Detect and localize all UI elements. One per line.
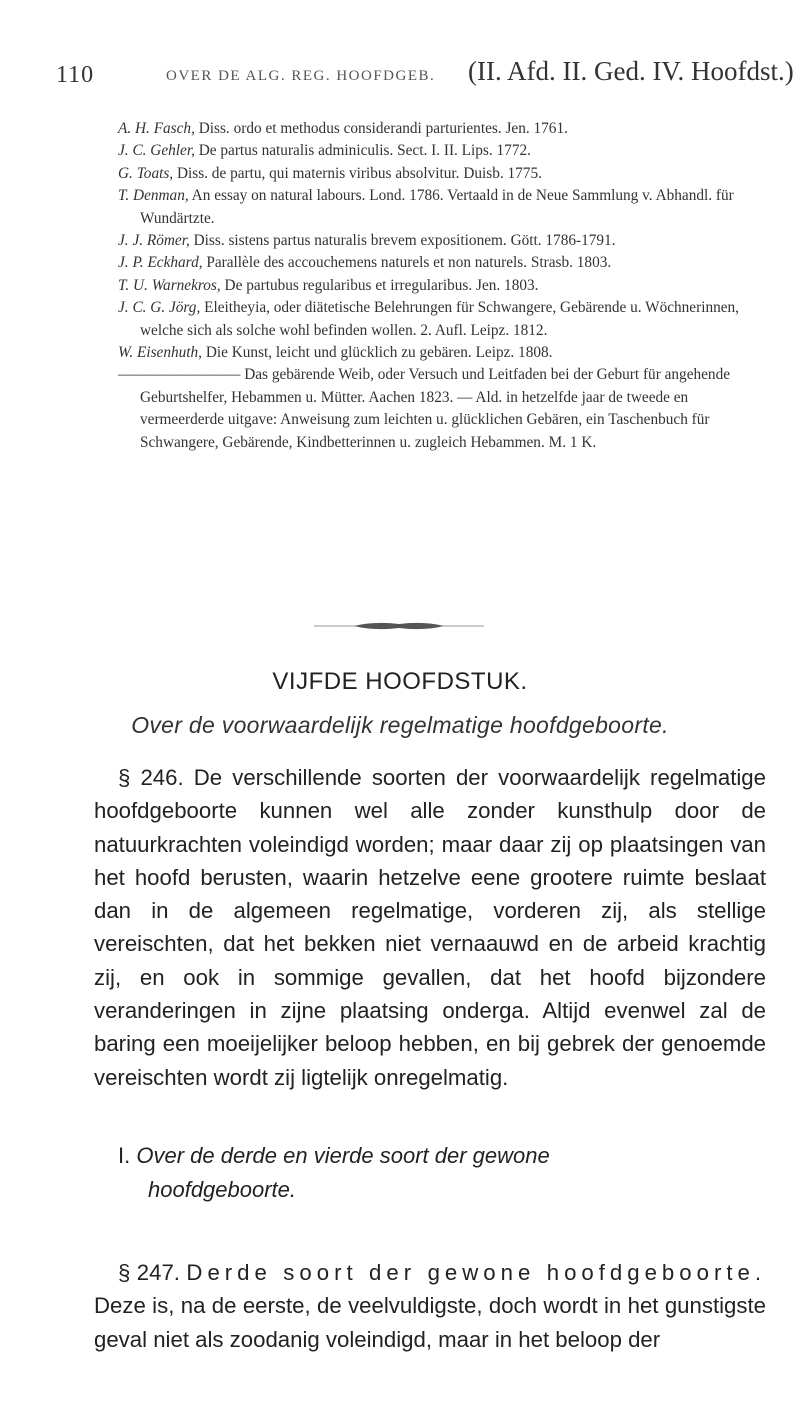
section-numeral: I. [118,1143,131,1168]
section-title-line2: hoofdgeboorte. [148,1177,297,1202]
running-head [56,54,794,94]
reference-author: J. P. Eckhard, [118,254,203,272]
reference-text: Das gebärende Weib, oder Versuch und Leitfaden bei der Geburt für angehende Geburtshelfer, Hebammen u. Mütter. Aachen 1823. — Ald. in hetzelfde jaar de tweede en vermeerderde uitgave: Anweisung zum leichten u. glücklichen Gebären, ein Taschenbuch für Schwangere, Gebärende, Kindbetterinnen u. zugleich Hebammen. M. 1 K. [140,366,731,451]
running-head-left: OVER DE ALG. REG. HOOFDGEB. [166,68,436,84]
reference-text: Diss. sistens partus naturalis brevem expositionem. Gött. 1786-1791. [193,232,616,250]
reference-author: J. C. Gehler, [118,142,195,160]
paragraph-247 [94,1256,766,1356]
reference-text: Diss. de partu, qui maternis viribus absolvitur. Duisb. 1775. [176,164,542,182]
reference-item [118,185,768,230]
paragraph-247-spaced-title: Derde soort der gewone hoofdgeboorte. [186,1260,767,1285]
reference-item [118,364,768,454]
section-title-line1: Over de derde en vierde soort der gewone [136,1143,550,1168]
ornamental-divider [314,620,484,632]
reference-item [118,163,768,185]
running-head-right: (II. Afd. II. Ged. IV. Hoofdst.) [468,56,794,86]
reference-item [118,230,768,252]
reference-author: G. Toats, [118,164,174,182]
reference-author: W. Eisenhuth, [118,344,202,362]
reference-item [118,252,768,274]
reference-text: Eleitheyia, oder diätetische Belehrungen für Schwangere, Gebärende u. Wöchnerinnen, welche sich als solche wohl befinden wollen. 2. Aufl. Leipz. 1812. [140,299,739,339]
section-heading [94,1139,766,1207]
reference-author: T. U. Warnekros, [118,276,221,294]
paragraph-246: § 246. De verschillende soorten der voorwaardelijk regelmatige hoofdgeboorte kunnen wel alle zonder kunsthulp door de natuurkrachten voleindigd worden; maar daar zij op plaatsingen van het hoofd berusten, waarin hetzelve eene grootere ruimte beslaat dan in de algemeen regelmatige, vorderen zij, als stellige vereischten, dat het bekken niet vernaauwd en de arbeid krachtig zij, en ook in sommige gevallen, dat het hoofd bijzondere veranderingen in zijne plaatsing onderga. Altijd evenwel zal de baring een moeijelijker beloop hebben, en bij gebrek der genoemde vereischten wordt zij ligtelijk onregelmatig. [94,765,766,1090]
reference-author: J. C. G. Jörg, [118,299,201,317]
chapter-title: Over de voorwaardelijk regelmatige hoofdgeboorte. [131,712,669,738]
reference-list [118,118,768,454]
reference-text: Die Kunst, leicht und glücklich zu gebären. Leipz. 1808. [205,344,553,362]
reference-author: A. H. Fasch, [118,120,195,137]
reference-item [118,342,768,364]
reference-item [118,118,768,140]
reference-text: Diss. ordo et methodus considerandi parturientes. Jen. 1761. [198,120,568,137]
chapter-number: VIJFDE HOOFDSTUK. [272,668,528,695]
reference-ditto-dash: ———————— [118,366,241,384]
reference-text: De partus naturalis adminiculis. Sect. I. II. Lips. 1772. [198,142,531,160]
page-number: 110 [56,62,95,88]
reference-text: Parallèle des accouchemens naturels et non naturels. Strasb. 1803. [206,254,612,272]
reference-text: De partubus regularibus et irregularibus. Jen. 1803. [224,276,539,294]
reference-item [118,275,768,297]
reference-item [118,297,768,342]
reference-author: T. Denman, [118,187,189,205]
reference-item [118,140,768,162]
reference-text: An essay on natural labours. Lond. 1786. Vertaald in de Neue Sammlung v. Abhandl. für Wundärtzte. [140,187,734,227]
paragraph-247-mark: § 247. [118,1260,180,1285]
paragraph-247-text: Deze is, na de eerste, de veelvuldigste, doch wordt in het gunstigste geval niet als zoodanig voleindigd, maar in het beloop der [94,1293,766,1352]
reference-author: J. J. Römer, [118,232,190,250]
